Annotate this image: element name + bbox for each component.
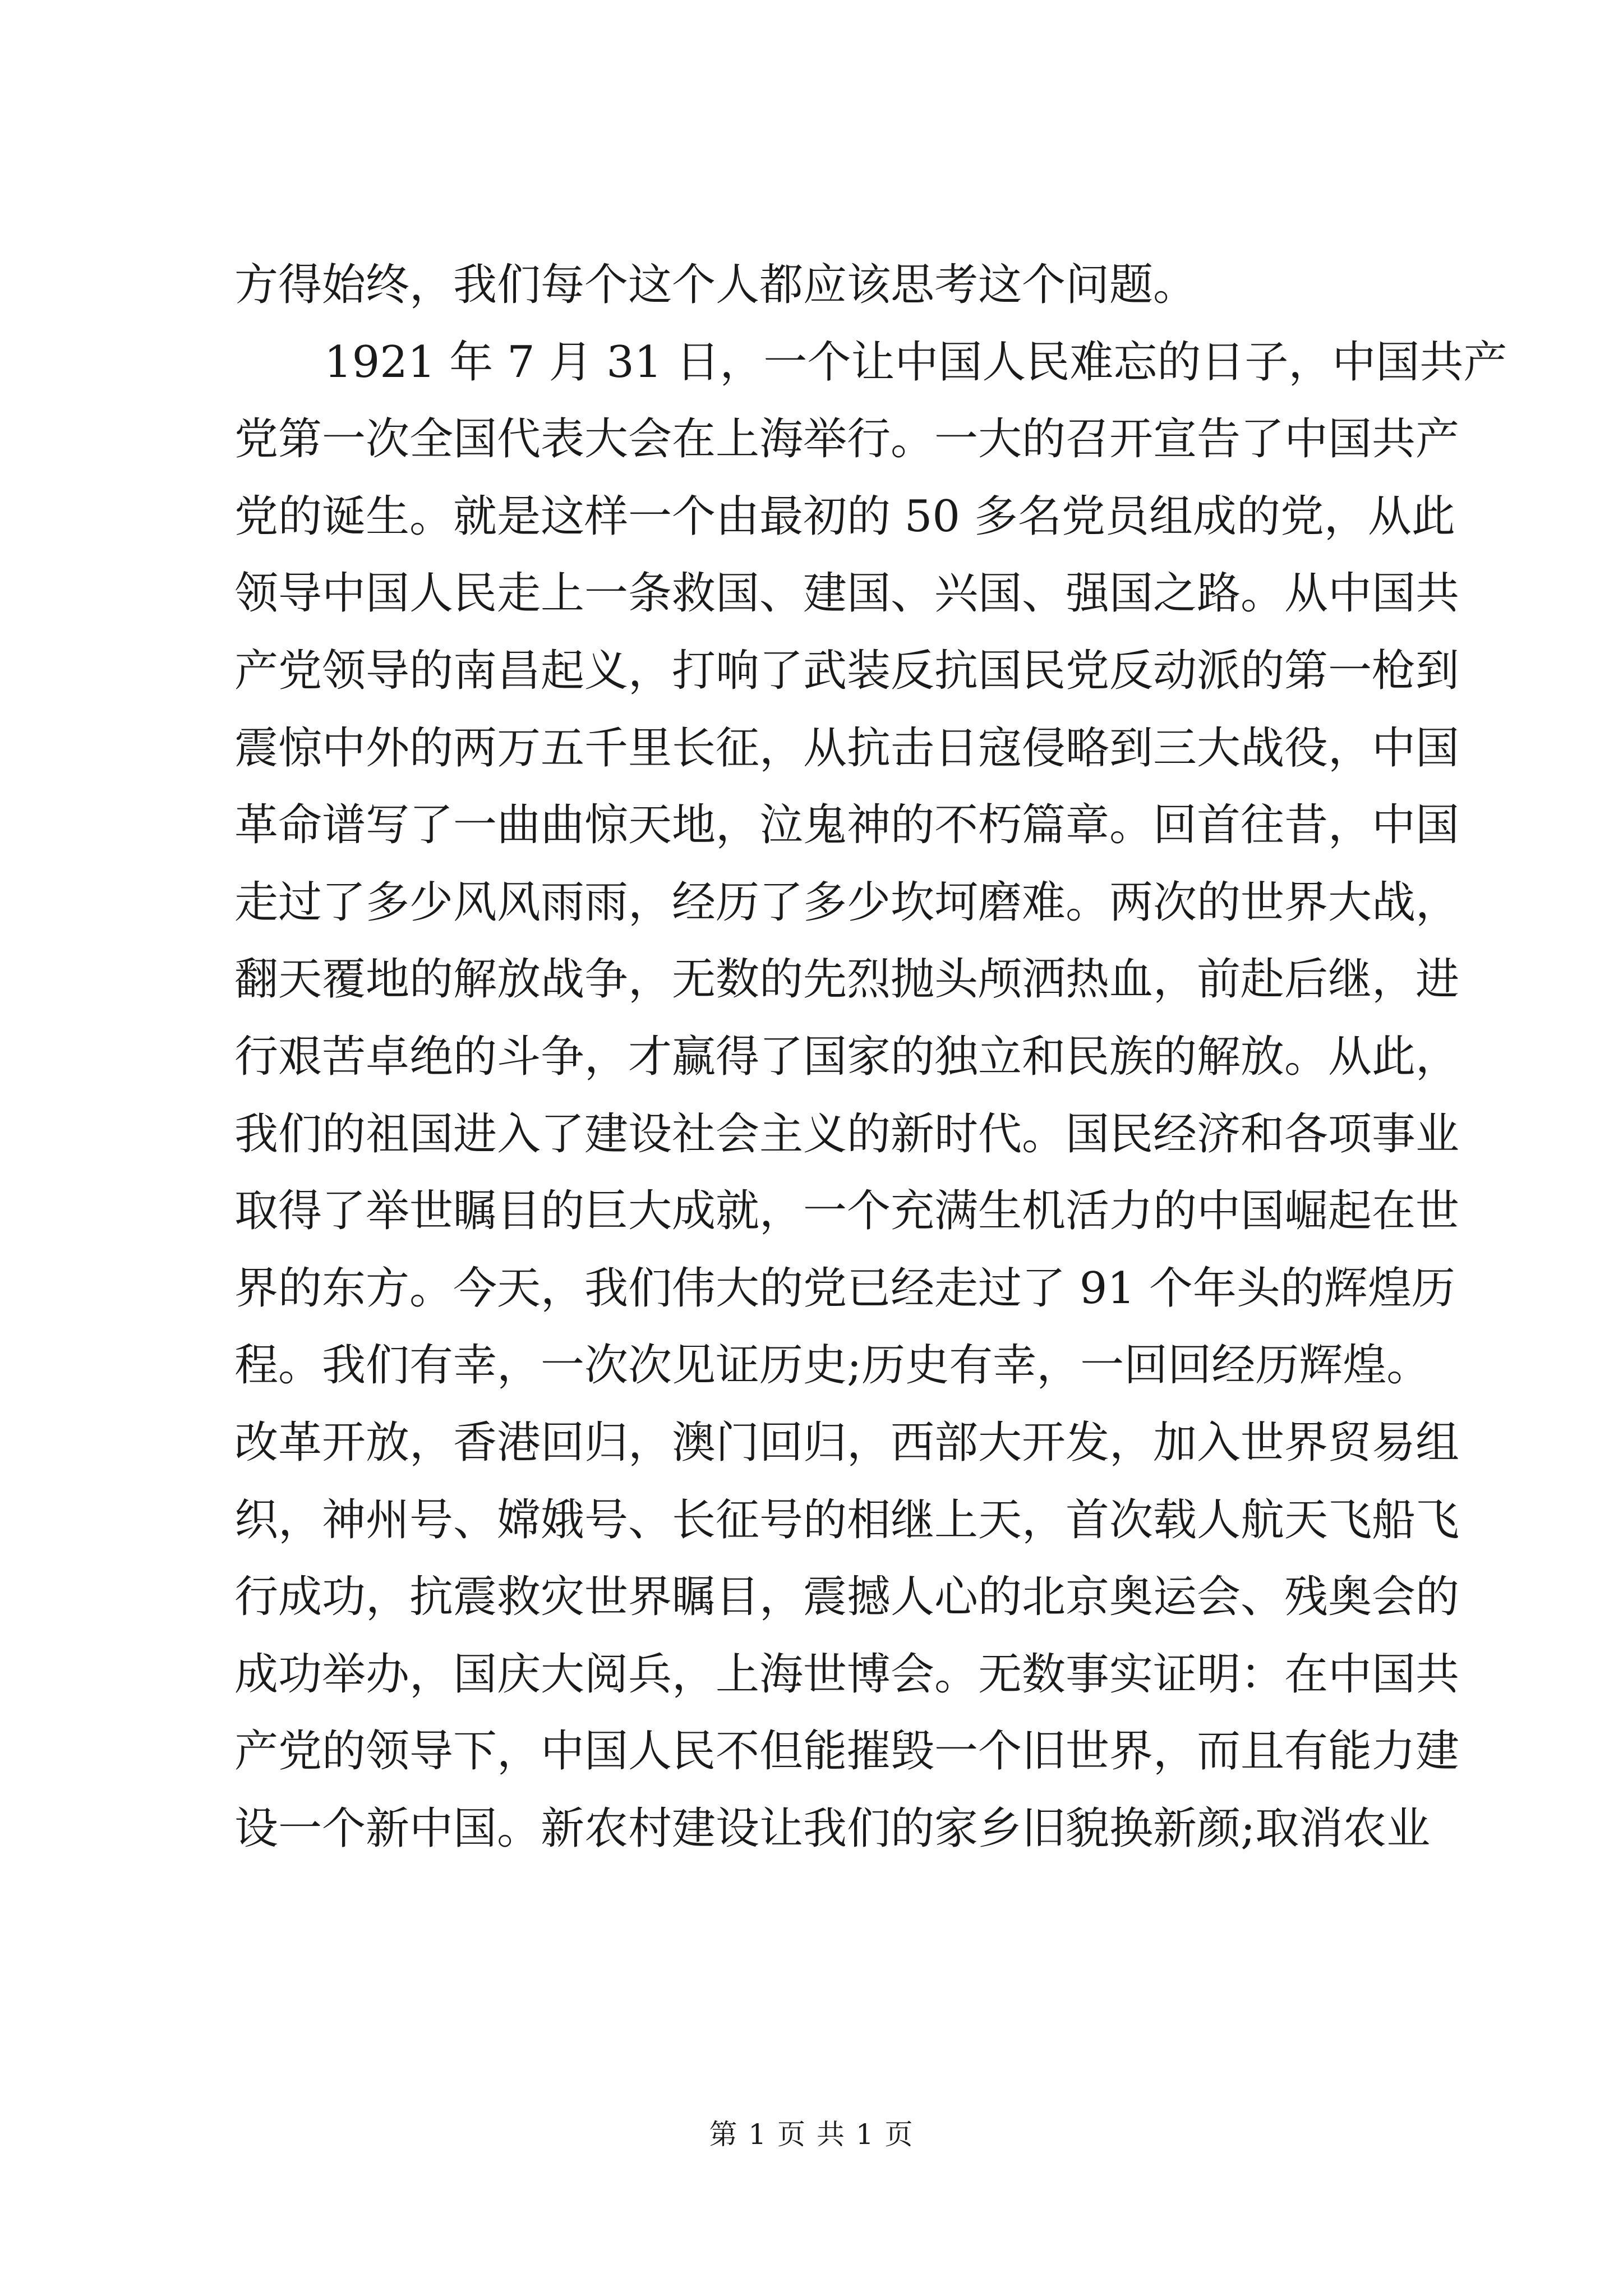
text-line: 产党领导的南昌起义，打响了武装反抗国民党反动派的第一枪到 bbox=[234, 645, 1460, 696]
text-line: 党的诞生。就是这样一个由最初的 50 多名党员组成的党，从此 bbox=[234, 491, 1455, 542]
text-line: 改革开放，香港回归，澳门回归，西部大开发，加入世界贸易组 bbox=[234, 1417, 1460, 1468]
text-line: 取得了举世瞩目的巨大成就，一个充满生机活力的中国崛起在世 bbox=[234, 1186, 1460, 1237]
document-body bbox=[234, 247, 1507, 1867]
text-line: 行成功，抗震救灾世界瞩目，震撼人心的北京奥运会、残奥会的 bbox=[234, 1572, 1460, 1623]
text-line: 革命谱写了一曲曲惊天地，泣鬼神的不朽篇章。回首往昔，中国 bbox=[234, 800, 1460, 851]
page-number-footer: 第 1 页 共 1 页 bbox=[709, 2118, 914, 2151]
text-line: 方得始终，我们每个这个人都应该思考这个问题。 bbox=[234, 260, 1197, 310]
text-line: 行艰苦卓绝的斗争，才赢得了国家的独立和民族的解放。从此， bbox=[234, 1031, 1460, 1082]
text-line: 产党的领导下，中国人民不但能摧毁一个旧世界，而且有能力建 bbox=[234, 1726, 1460, 1777]
text-line: 翻天覆地的解放战争，无数的先烈抛头颅洒热血，前赴后继，进 bbox=[234, 954, 1460, 1005]
text-line: 成功举办，国庆大阅兵，上海世博会。无数事实证明：在中国共 bbox=[234, 1649, 1460, 1700]
text-line: 领导中国人民走上一条救国、建国、兴国、强国之路。从中国共 bbox=[234, 568, 1460, 619]
text-line: 走过了多少风风雨雨，经历了多少坎坷磨难。两次的世界大战， bbox=[234, 877, 1460, 928]
text-line: 震惊中外的两万五千里长征，从抗击日寇侵略到三大战役，中国 bbox=[234, 723, 1460, 774]
text-line: 界的东方。今天，我们伟大的党已经走过了 91 个年头的辉煌历 bbox=[234, 1263, 1455, 1314]
text-line: 织，神州号、嫦娥号、长征号的相继上天，首次载人航天飞船飞 bbox=[234, 1494, 1460, 1545]
text-line: 设一个新中国。新农村建设让我们的家乡旧貌换新颜;取消农业 bbox=[234, 1803, 1431, 1854]
text-line: 我们的祖国进入了建设社会主义的新时代。国民经济和各项事业 bbox=[234, 1108, 1460, 1159]
text-line: 1921 年 7 月 31 日，一个让中国人民难忘的日子，中国共产 bbox=[324, 337, 1507, 388]
text-line: 程。我们有幸，一次次见证历史;历史有幸，一回回经历辉煌。 bbox=[234, 1340, 1431, 1391]
text-line: 党第一次全国代表大会在上海举行。一大的召开宣告了中国共产 bbox=[234, 414, 1460, 465]
